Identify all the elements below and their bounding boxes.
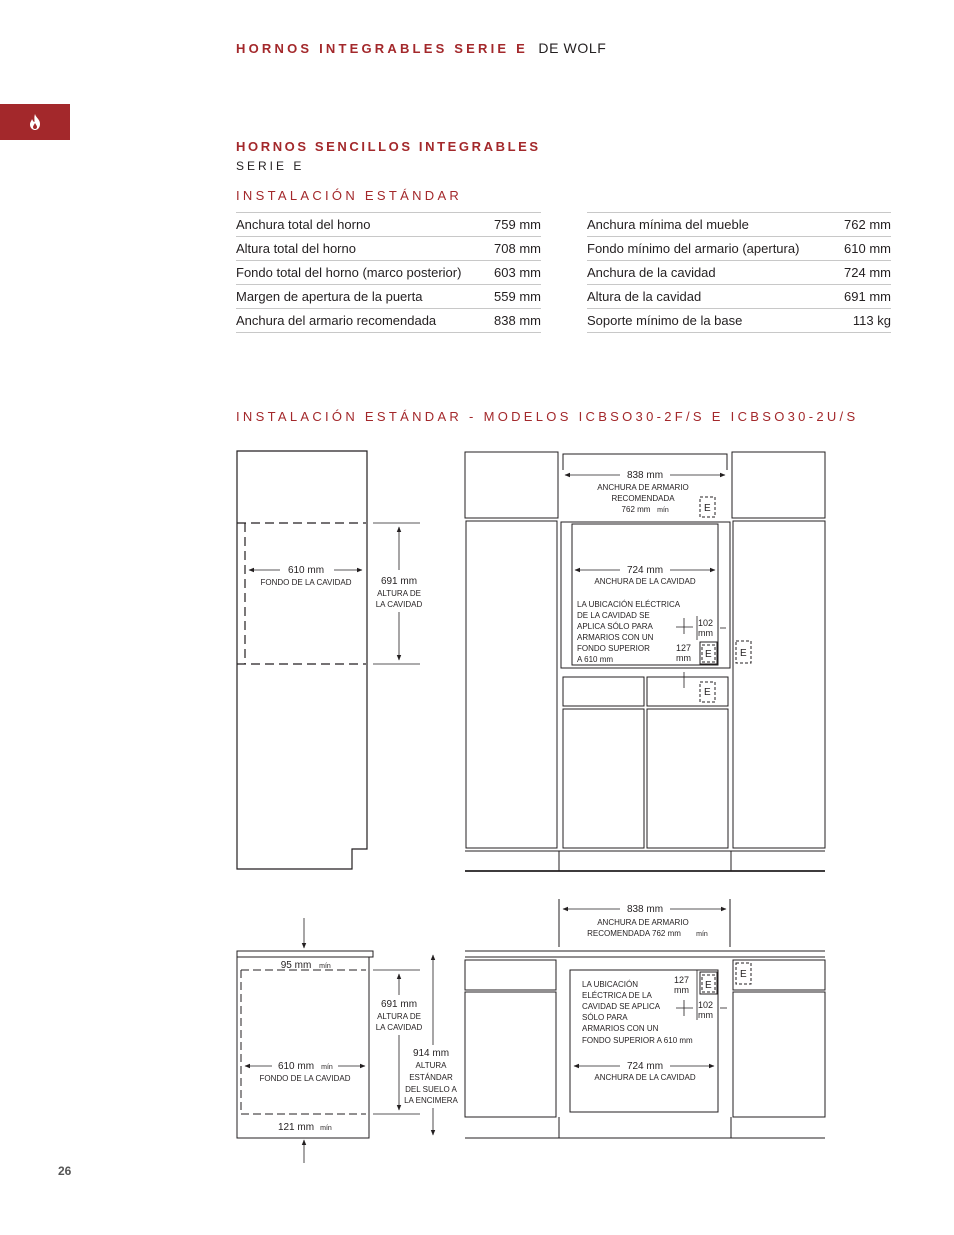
spec-label: Altura de la cavidad — [587, 285, 836, 309]
install-title: INSTALACIÓN ESTÁNDAR — [236, 188, 463, 203]
cavity-height-label-2: LA CAVIDAD — [375, 1023, 423, 1032]
spec-value: 762 mm — [836, 213, 891, 237]
spec-value: 610 mm — [836, 237, 891, 261]
e-marker: E — [704, 503, 711, 514]
cabinet-width-suffix: mín — [696, 931, 708, 938]
top-gap-value: 95 mm — [280, 960, 312, 971]
electrical-note-line: CAVIDAD SE APLICA — [582, 1002, 661, 1011]
e-marker: E — [704, 687, 711, 698]
cabinet-width-label-2: RECOMENDADA — [611, 494, 675, 503]
spec-value: 724 mm — [836, 261, 891, 285]
side-view-top-labels — [261, 565, 423, 609]
section-subtitle: SERIE E — [236, 159, 305, 173]
spec-label: Anchura del armario recomendada — [236, 309, 488, 333]
dim-127-value: 127 — [676, 643, 692, 653]
electrical-note-line: LA UBICACIÓN ELÉCTRICA — [577, 600, 681, 609]
dim-102-value: 102 — [698, 618, 714, 628]
spec-label: Soporte mínimo de la base — [587, 309, 836, 333]
spec-label: Fondo total del horno (marco posterior) — [236, 261, 488, 285]
spec-value: 838 mm — [488, 309, 541, 333]
dim-127-unit: mm — [674, 985, 689, 995]
electrical-note-line: SÓLO PARA — [582, 1013, 628, 1022]
cavity-height-label-2: LA CAVIDAD — [375, 600, 423, 609]
cavity-height-value: 691 mm — [380, 576, 418, 587]
electrical-note-line: ELÉCTRICA DE LA — [582, 991, 652, 1000]
dim-127-unit: mm — [676, 653, 691, 663]
spec-value: 759 mm — [488, 213, 541, 237]
cavity-depth-label: FONDO DE LA CAVIDAD — [259, 1074, 351, 1083]
cavity-width-label: ANCHURA DE LA CAVIDAD — [594, 1073, 696, 1082]
dim-127-value: 127 — [674, 975, 690, 985]
bottom-gap-value: 121 mm — [277, 1122, 315, 1133]
e-marker: E — [740, 969, 747, 980]
page-number: 26 — [58, 1164, 72, 1178]
cavity-height-value: 691 mm — [380, 999, 418, 1010]
side-view-bottom — [237, 918, 433, 1163]
floor-height-label: ESTÁNDAR — [409, 1073, 453, 1082]
cabinet-width-label-1: ANCHURA DE ARMARIO — [597, 918, 689, 927]
front-view-bottom-labels — [582, 904, 747, 1082]
cabinet-width-label-1: ANCHURA DE ARMARIO — [597, 483, 689, 492]
cavity-depth-label: FONDO DE LA CAVIDAD — [260, 578, 352, 587]
floor-height-label: LA ENCIMERA — [404, 1096, 458, 1105]
section-title: HORNOS SENCILLOS INTEGRABLES — [236, 139, 541, 154]
spec-value: 559 mm — [488, 285, 541, 309]
electrical-note-line: APLICA SÓLO PARA — [577, 622, 653, 631]
diagram-title: INSTALACIÓN ESTÁNDAR - MODELOS ICBSO30-2F/S E ICBSO30-2U/S — [236, 409, 859, 424]
cavity-height-label-1: ALTURA DE — [377, 589, 421, 598]
spec-label: Anchura mínima del mueble — [587, 213, 836, 237]
floor-height-value: 914 mm — [412, 1048, 450, 1059]
dim-102-value: 102 — [698, 1000, 714, 1010]
electrical-note-line: FONDO SUPERIOR A 610 mm — [582, 1036, 693, 1045]
floor-height-label: ALTURA — [415, 1061, 447, 1070]
bottom-gap-suffix: mín — [320, 1125, 332, 1132]
cabinet-min-suffix: mín — [657, 507, 669, 514]
cavity-width-value: 724 mm — [626, 565, 664, 576]
cabinet-width-value: 838 mm — [626, 470, 664, 481]
spec-value: 708 mm — [488, 237, 541, 261]
cabinet-width-label-2: RECOMENDADA 762 mm — [587, 929, 681, 938]
spec-label: Margen de apertura de la puerta — [236, 285, 488, 309]
electrical-note-line: LA UBICACIÓN — [582, 980, 639, 989]
e-marker: E — [705, 980, 712, 991]
cabinet-min-value: 762 mm — [621, 505, 651, 514]
cavity-width-label: ANCHURA DE LA CAVIDAD — [594, 577, 696, 586]
spec-label: Fondo mínimo del armario (apertura) — [587, 237, 836, 261]
side-view-top — [237, 451, 420, 869]
dim-102-unit: mm — [698, 628, 713, 638]
cavity-depth-suffix: mín — [321, 1064, 333, 1071]
header-title-red: HORNOS INTEGRABLES SERIE E — [236, 41, 528, 56]
cavity-depth-value: 610 mm — [287, 565, 325, 576]
spec-label: Anchura de la cavidad — [587, 261, 836, 285]
spec-label: Altura total del horno — [236, 237, 488, 261]
spec-value: 691 mm — [836, 285, 891, 309]
spec-label: Anchura total del horno — [236, 213, 488, 237]
cavity-width-value: 724 mm — [626, 1061, 664, 1072]
front-view-top-labels — [577, 470, 747, 698]
top-gap-suffix: mín — [319, 963, 331, 970]
electrical-note-line: DE LA CAVIDAD SE — [577, 611, 650, 620]
electrical-note-line: ARMARIOS CON UN — [577, 633, 654, 642]
cavity-depth-value: 610 mm — [277, 1061, 315, 1072]
e-marker: E — [740, 648, 747, 659]
electrical-note-line: A 610 mm — [577, 655, 614, 664]
electrical-note-line: FONDO SUPERIOR — [577, 644, 650, 653]
header-title-brand: DE WOLF — [538, 40, 607, 56]
floor-height-label: DEL SUELO A — [405, 1085, 457, 1094]
e-marker: E — [705, 649, 712, 660]
dim-102-unit: mm — [698, 1010, 713, 1020]
spec-value: 113 kg — [836, 309, 891, 333]
cabinet-width-value: 838 mm — [626, 904, 664, 915]
cavity-height-label-1: ALTURA DE — [377, 1012, 421, 1021]
front-view-top — [465, 452, 825, 871]
spec-value: 603 mm — [488, 261, 541, 285]
electrical-note-line: ARMARIOS CON UN — [582, 1024, 659, 1033]
side-view-bottom-labels — [260, 960, 459, 1133]
